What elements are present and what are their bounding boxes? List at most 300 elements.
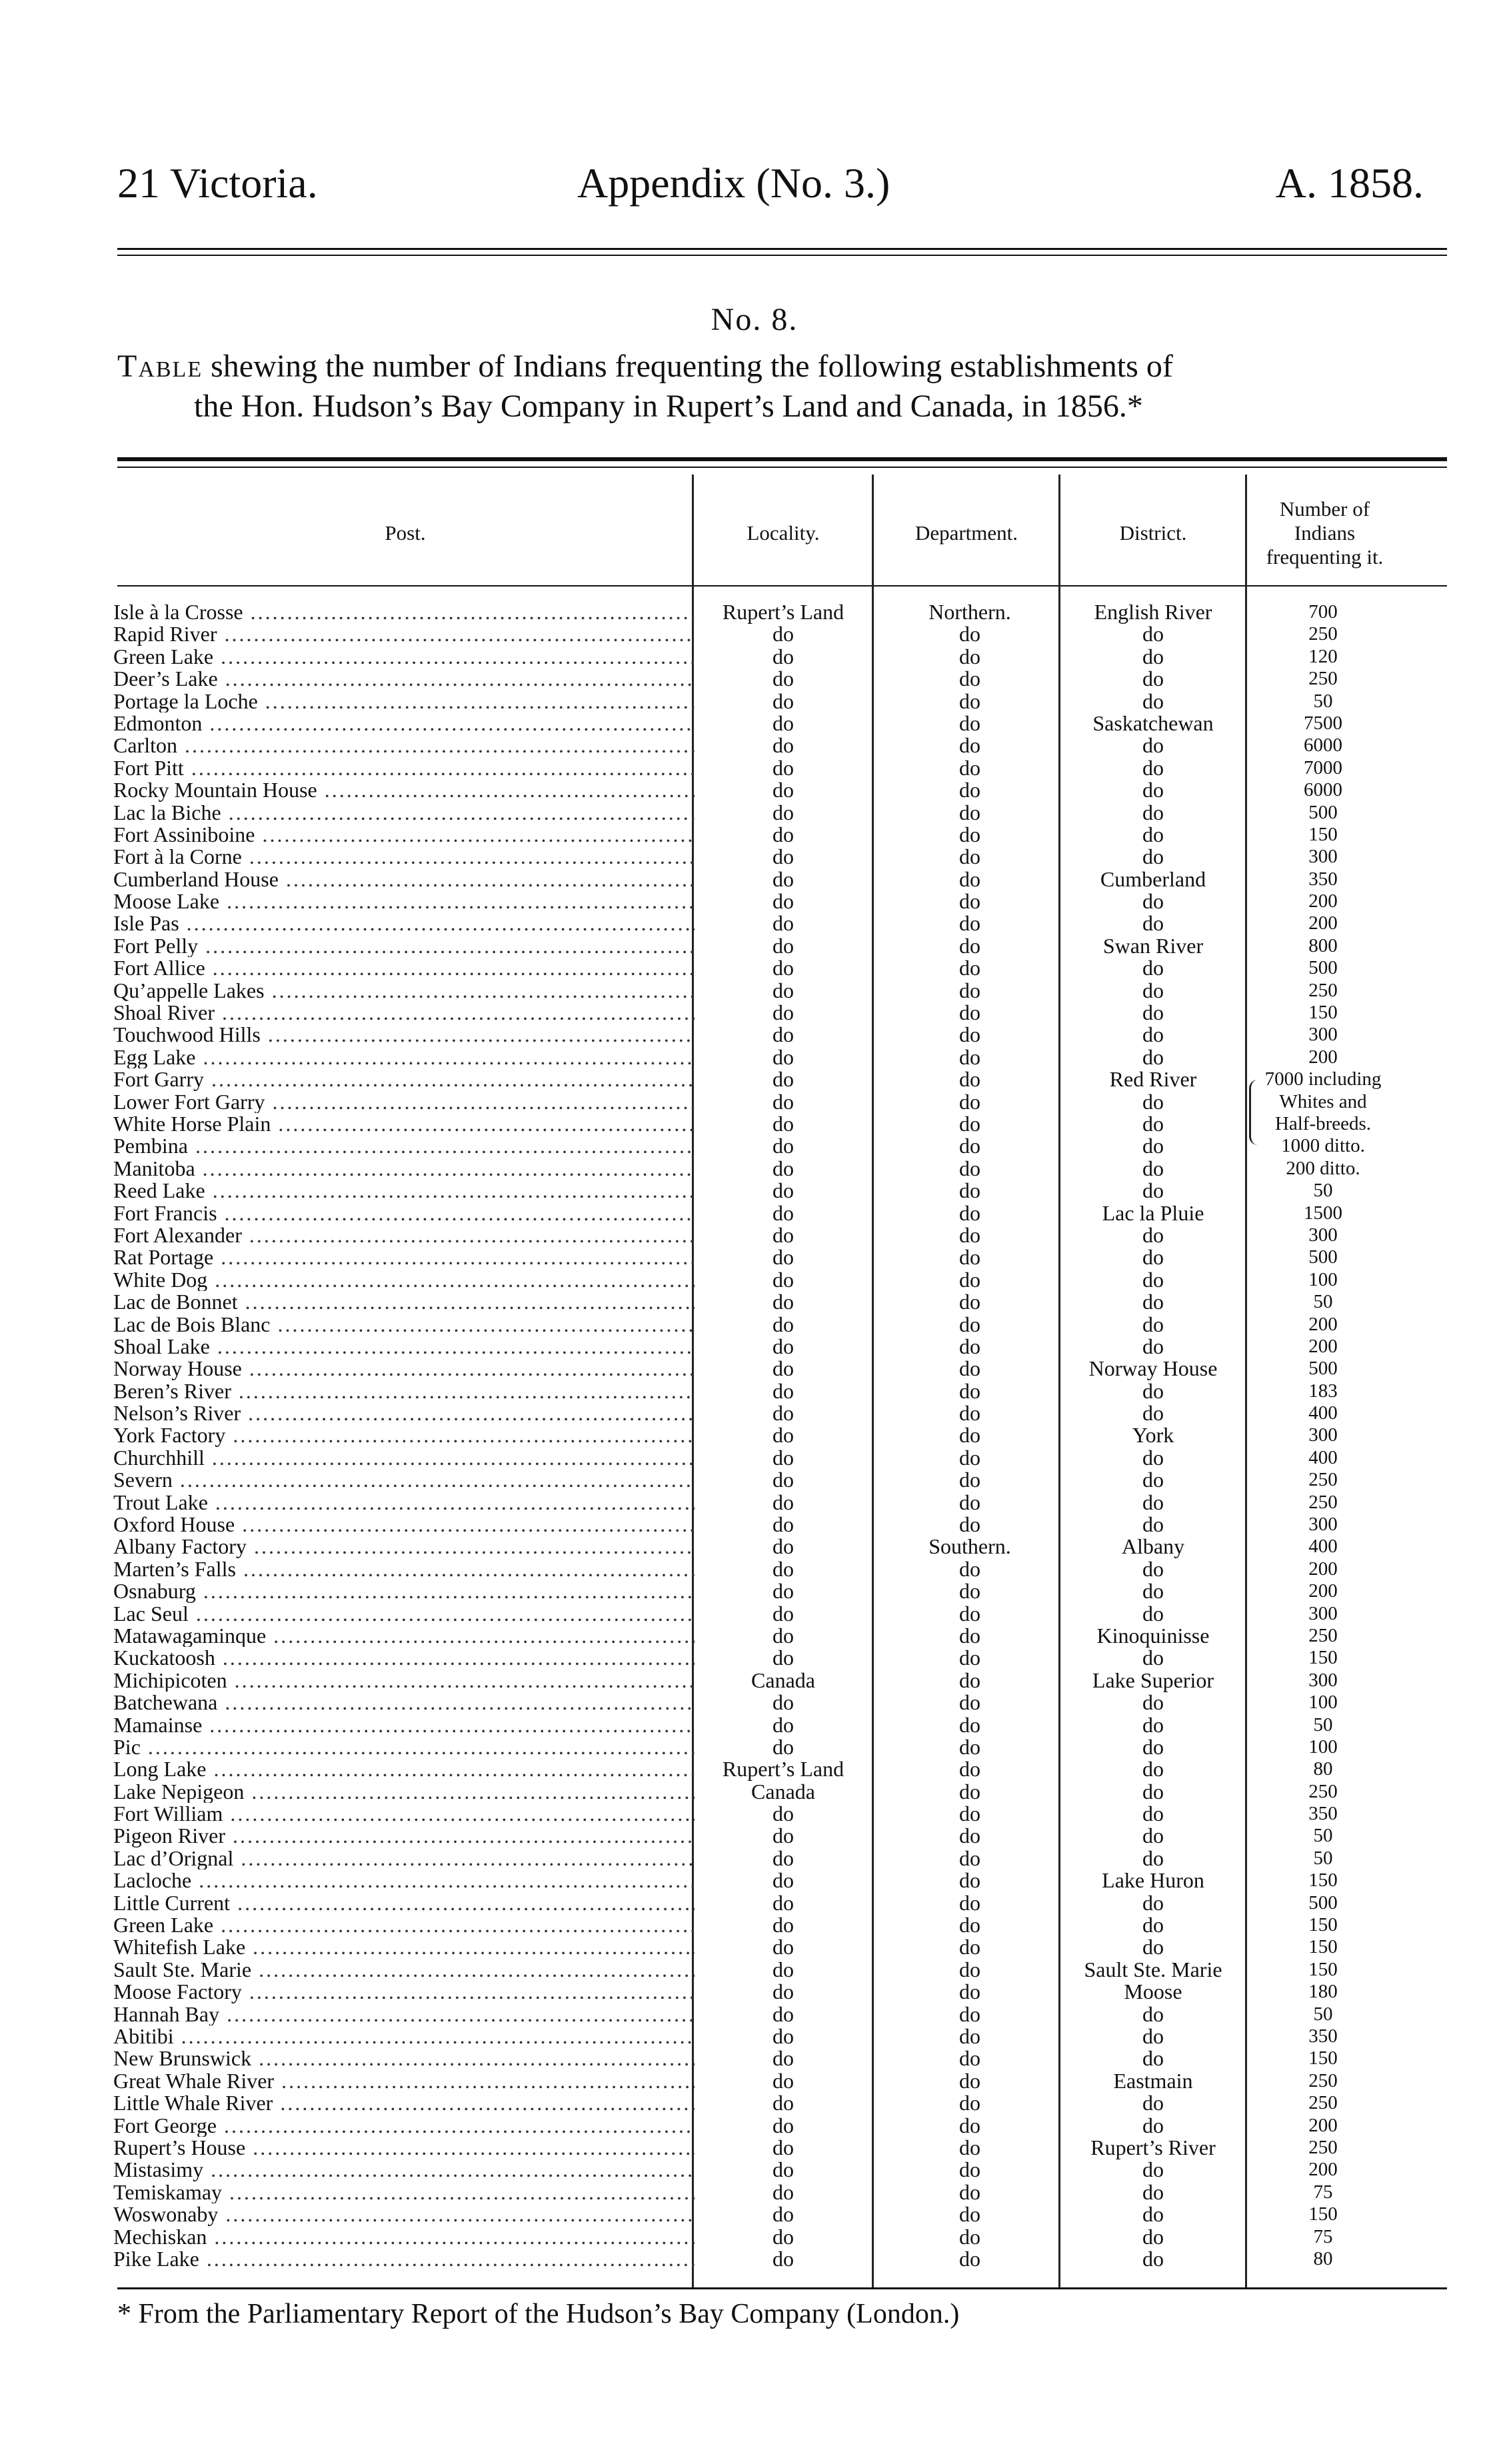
cell-locality: do <box>772 1468 794 1492</box>
caption-label: Table <box>117 349 203 384</box>
table-row <box>0 1291 1509 1313</box>
cell-department: do <box>959 1468 980 1492</box>
cell-number: 250 <box>1308 979 1338 1001</box>
cell-number: 100 <box>1308 1268 1338 1290</box>
cell-department: do <box>959 1044 980 1069</box>
header-bottom-rule <box>117 585 1447 587</box>
cell-district: Swan River <box>1102 933 1204 958</box>
cell-department: do <box>959 666 980 691</box>
cell-department: do <box>959 1890 980 1915</box>
cell-department: do <box>959 1178 980 1203</box>
cell-post: Fort William ..... <box>113 1803 695 1825</box>
table-row <box>0 668 1509 690</box>
cell-department: do <box>959 1156 980 1180</box>
cell-department: do <box>959 1757 980 1782</box>
cell-post: Carlton ..... <box>113 734 695 756</box>
table-row <box>0 1002 1509 1024</box>
table-row <box>0 1135 1509 1157</box>
cell-district: Lac la Pluie <box>1102 1200 1204 1225</box>
cell-department: do <box>959 1401 980 1426</box>
cell-department: do <box>959 2046 980 2071</box>
cell-number: 200 <box>1308 912 1338 934</box>
cell-post: Lacloche ..... <box>113 1869 695 1891</box>
cell-post: Michipicoten ..... <box>113 1670 695 1692</box>
header-rule-thin <box>117 255 1447 256</box>
cell-department: do <box>959 800 980 824</box>
cell-locality: do <box>772 1734 794 1759</box>
cell-locality: do <box>772 956 794 980</box>
table-row <box>0 1914 1509 1936</box>
cell-number: 80 <box>1313 1758 1333 1780</box>
cell-department: do <box>959 2135 980 2159</box>
cell-post: Beren’s River ..... <box>113 1380 695 1402</box>
table-row <box>0 712 1509 734</box>
cell-district: do <box>1142 1913 1164 1937</box>
cell-district: do <box>1142 1935 1164 1959</box>
cell-department: do <box>959 622 980 646</box>
cell-number: 1500 <box>1304 1202 1342 1224</box>
cell-district: do <box>1142 2046 1164 2071</box>
cell-district: do <box>1142 1445 1164 1470</box>
cell-locality: do <box>772 1445 794 1470</box>
cell-district: do <box>1142 1245 1164 1270</box>
cell-locality: do <box>772 1490 794 1514</box>
table-row <box>0 1848 1509 1869</box>
cell-department: do <box>959 2091 980 2115</box>
cell-post: Shoal River ..... <box>113 1002 695 1024</box>
cell-number: 150 <box>1308 1914 1338 1936</box>
table-row <box>0 1781 1509 1803</box>
cell-locality: do <box>772 1378 794 1403</box>
cell-number: 250 <box>1308 2136 1338 2158</box>
cell-post: Shoal Lake ..... <box>113 1336 695 1358</box>
cell-department: do <box>959 1245 980 1270</box>
cell-department: do <box>959 1957 980 1981</box>
cell-district: do <box>1142 1134 1164 1158</box>
cell-post: Rat Portage ..... <box>113 1246 695 1268</box>
cell-post: Egg Lake ..... <box>113 1046 695 1068</box>
cell-post: Matawagaminque ..... <box>113 1625 695 1647</box>
table-caption <box>117 347 1447 427</box>
table-row <box>0 757 1509 779</box>
cell-number: 200 <box>1308 1558 1338 1580</box>
cell-number: 150 <box>1308 2047 1338 2069</box>
cell-number: 150 <box>1308 1869 1338 1891</box>
table-row <box>0 890 1509 912</box>
cell-locality: do <box>772 710 794 735</box>
cell-locality: do <box>772 1646 794 1670</box>
cell-locality: do <box>772 978 794 1002</box>
cell-locality: do <box>772 1401 794 1426</box>
cell-department: do <box>959 1200 980 1225</box>
cell-post: Severn ..... <box>113 1469 695 1491</box>
cell-district: Norway House <box>1088 1356 1218 1381</box>
cell-number: 180 <box>1308 1981 1338 2003</box>
cell-department: do <box>959 1134 980 1158</box>
cell-post: Great Whale River ..... <box>113 2070 695 2092</box>
table-row <box>0 1269 1509 1291</box>
cell-post: Edmonton ..... <box>113 712 695 734</box>
cell-district: do <box>1142 1690 1164 1715</box>
cell-district: do <box>1142 1802 1164 1826</box>
cell-department: do <box>959 1312 980 1336</box>
table-row <box>0 2248 1509 2270</box>
cell-locality: do <box>772 2224 794 2249</box>
cell-locality: do <box>772 844 794 869</box>
cell-number: 100 <box>1308 1736 1338 1758</box>
table-row <box>0 2137 1509 2159</box>
cell-locality: do <box>772 822 794 846</box>
table-row <box>0 601 1509 623</box>
table-row <box>0 1536 1509 1558</box>
cell-department: do <box>959 2157 980 2182</box>
cell-number: 100 <box>1308 1692 1338 1714</box>
cell-number: 400 <box>1308 1536 1338 1558</box>
table-row <box>0 1959 1509 1981</box>
cell-district: do <box>1142 2113 1164 2137</box>
cell-department: do <box>959 1846 980 1870</box>
grouping-brace <box>1249 1080 1258 1145</box>
cell-district: Lake Superior <box>1092 1668 1214 1692</box>
table-row <box>0 1314 1509 1336</box>
column-header-district: District. <box>1119 521 1187 545</box>
cell-number: 150 <box>1308 823 1338 845</box>
table-row <box>0 1180 1509 1202</box>
table-row <box>0 1402 1509 1424</box>
cell-locality: do <box>772 2202 794 2227</box>
cell-district: do <box>1142 778 1164 802</box>
running-header <box>117 157 1444 210</box>
cell-district: do <box>1142 1601 1164 1626</box>
cell-locality: do <box>772 1846 794 1870</box>
cell-department: do <box>959 956 980 980</box>
cell-locality: Canada <box>751 1668 815 1692</box>
cell-post: Green Lake ..... <box>113 1914 695 1936</box>
cell-locality: Canada <box>751 1779 815 1804</box>
cell-post: Manitoba ..... <box>113 1158 695 1180</box>
cell-post: Mamainse ..... <box>113 1714 695 1736</box>
cell-locality: do <box>772 755 794 780</box>
cell-number: 50 <box>1313 1180 1333 1202</box>
table-row <box>0 1246 1509 1268</box>
table-row <box>0 2092 1509 2114</box>
cell-post: Rupert’s House ..... <box>113 2137 695 2159</box>
cell-district: do <box>1142 1512 1164 1537</box>
cell-district: do <box>1142 1846 1164 1870</box>
cell-post: Mechiskan ..... <box>113 2226 695 2248</box>
table-row <box>0 690 1509 712</box>
cell-post: Pike Lake ..... <box>113 2248 695 2270</box>
table-row <box>0 2181 1509 2203</box>
table-row <box>0 1625 1509 1647</box>
cell-post: Rocky Mountain House ..... <box>113 779 695 801</box>
header-session: 21 Victoria. <box>117 159 318 207</box>
cell-department: do <box>959 2179 980 2204</box>
cell-post: Marten’s Falls ..... <box>113 1558 695 1580</box>
cell-number: 6000 <box>1304 779 1342 801</box>
table-row <box>0 2115 1509 2137</box>
cell-locality: do <box>772 1623 794 1648</box>
cell-post: Little Whale River ..... <box>113 2092 695 2114</box>
cell-post: Pembina ..... <box>113 1135 695 1157</box>
cell-post: Lac Seul ..... <box>113 1603 695 1625</box>
cell-locality: do <box>772 2068 794 2093</box>
cell-post: White Dog ..... <box>113 1269 695 1291</box>
cell-locality: do <box>772 1134 794 1158</box>
table-row <box>0 846 1509 868</box>
table-row <box>0 1892 1509 1914</box>
table-row <box>0 1803 1509 1825</box>
cell-department: do <box>959 733 980 758</box>
cell-number: 250 <box>1308 2092 1338 2114</box>
cell-department: do <box>959 1267 980 1292</box>
table-row <box>0 1380 1509 1402</box>
cell-district: do <box>1142 2246 1164 2271</box>
cell-district: do <box>1142 889 1164 914</box>
cell-number: 75 <box>1313 2225 1333 2247</box>
cell-post: Whitefish Lake ..... <box>113 1936 695 1958</box>
cell-department: do <box>959 1868 980 1893</box>
column-header-locality: Locality. <box>747 521 820 545</box>
table-row <box>0 1202 1509 1224</box>
cell-number: 6000 <box>1304 734 1342 756</box>
cell-district: do <box>1142 1178 1164 1203</box>
cell-department: do <box>959 2113 980 2137</box>
cell-number: 150 <box>1308 2203 1338 2225</box>
cell-number: 200 <box>1308 1580 1338 1602</box>
table-row <box>0 1736 1509 1758</box>
cell-department: do <box>959 2001 980 2026</box>
cell-post: Lac la Biche ..... <box>113 802 695 824</box>
cell-post: Moose Lake ..... <box>113 890 695 912</box>
cell-district: Saskatchewan <box>1092 710 1214 735</box>
cell-locality: do <box>772 1356 794 1381</box>
cell-department: do <box>959 2224 980 2249</box>
cell-number: 700 <box>1308 601 1338 622</box>
cell-locality: do <box>772 1868 794 1893</box>
cell-number: 75 <box>1313 2181 1333 2203</box>
column-header-department: Department. <box>914 521 1018 545</box>
cell-district: do <box>1142 1779 1164 1804</box>
cell-number: 350 <box>1308 868 1338 890</box>
table-row <box>0 1981 1509 2003</box>
cell-post: Oxford House ..... <box>113 1514 695 1536</box>
cell-post: White Horse Plain ..... <box>113 1113 695 1135</box>
table-row <box>0 868 1509 890</box>
cell-locality: do <box>772 2046 794 2071</box>
cell-number: 200 <box>1308 890 1338 912</box>
cell-locality: do <box>772 1802 794 1826</box>
cell-department: do <box>959 1512 980 1537</box>
table-row <box>0 824 1509 846</box>
table-row <box>0 1647 1509 1669</box>
cell-district: do <box>1142 1089 1164 1114</box>
cell-locality: do <box>772 1089 794 1114</box>
cell-post: Lac de Bonnet ..... <box>113 1291 695 1313</box>
cell-number: 400 <box>1308 1402 1338 1424</box>
cell-post: Little Current ..... <box>113 1892 695 1914</box>
cell-district: Lake Huron <box>1102 1868 1204 1893</box>
cell-number: 50 <box>1313 1847 1333 1869</box>
cell-department: do <box>959 1290 980 1314</box>
cell-locality: do <box>772 1601 794 1626</box>
cell-locality: do <box>772 1222 794 1247</box>
table-row <box>0 1447 1509 1469</box>
table-bottom-rule <box>117 2287 1447 2289</box>
cell-post: Woswonaby ..... <box>113 2203 695 2225</box>
cell-locality: do <box>772 1423 794 1448</box>
cell-number: 50 <box>1313 2003 1333 2025</box>
cell-department: do <box>959 1913 980 1937</box>
cell-post: Churchhill ..... <box>113 1447 695 1469</box>
cell-locality: do <box>772 866 794 891</box>
table-row <box>0 2047 1509 2069</box>
cell-locality: do <box>772 1534 794 1559</box>
cell-district: do <box>1142 1222 1164 1247</box>
table-row <box>0 1758 1509 1780</box>
cell-district: do <box>1142 2224 1164 2249</box>
cell-district: do <box>1142 1490 1164 1514</box>
cell-number: 80 <box>1313 2247 1333 2269</box>
cell-locality: do <box>772 1200 794 1225</box>
cell-number: 50 <box>1313 690 1333 712</box>
cell-district: do <box>1142 2024 1164 2048</box>
cell-district: do <box>1142 1556 1164 1581</box>
cell-district: do <box>1142 1712 1164 1737</box>
column-header-number: Number of Indians frequenting it. <box>1266 497 1384 569</box>
cell-locality: do <box>772 1178 794 1203</box>
cell-locality: do <box>772 2135 794 2159</box>
cell-number: 7000 <box>1304 756 1342 778</box>
header-rule-thick <box>117 248 1447 250</box>
cell-department: do <box>959 1490 980 1514</box>
cell-district: do <box>1142 956 1164 980</box>
caption-text-line-2: the Hon. Hudson’s Bay Company in Rupert’s Land and Canada, in 1856.* <box>194 389 1143 424</box>
cell-locality: do <box>772 1824 794 1848</box>
table-row <box>0 1714 1509 1736</box>
cell-department: do <box>959 1690 980 1715</box>
cell-post: Fort Assiniboine ..... <box>113 824 695 846</box>
cell-locality: do <box>772 2157 794 2182</box>
cell-number: 300 <box>1308 1024 1338 1046</box>
cell-locality: do <box>772 1979 794 2004</box>
cell-district: Rupert’s River <box>1090 2135 1216 2159</box>
cell-locality: do <box>772 733 794 758</box>
cell-number: 120 <box>1308 645 1338 667</box>
cell-number: 200 <box>1308 1313 1338 1335</box>
cell-number: 1000 ditto. <box>1281 1135 1365 1157</box>
cell-department: do <box>959 1668 980 1692</box>
cell-number: 250 <box>1308 1780 1338 1802</box>
cell-post: Hannah Bay ..... <box>113 2003 695 2025</box>
cell-department: do <box>959 1067 980 1092</box>
cell-locality: do <box>772 1022 794 1047</box>
cell-district: do <box>1142 1579 1164 1604</box>
cell-district: do <box>1142 2157 1164 2182</box>
table-row <box>0 1869 1509 1891</box>
cell-district: do <box>1142 1646 1164 1670</box>
table-row <box>0 2159 1509 2181</box>
cell-locality: do <box>772 1267 794 1292</box>
cell-department: do <box>959 1356 980 1381</box>
table-row <box>0 2226 1509 2248</box>
cell-number: 350 <box>1308 2025 1338 2047</box>
cell-department: do <box>959 1000 980 1025</box>
cell-department: do <box>959 1089 980 1114</box>
cell-department: do <box>959 1579 980 1604</box>
cell-district: do <box>1142 1044 1164 1069</box>
cell-post: Pic ..... <box>113 1736 695 1758</box>
cell-district: Eastmain <box>1113 2068 1193 2093</box>
cell-post: Nelson’s River ..... <box>113 1402 695 1424</box>
cell-district: do <box>1142 800 1164 824</box>
cell-department: do <box>959 1734 980 1759</box>
cell-department: do <box>959 1334 980 1358</box>
cell-number: 500 <box>1308 801 1338 823</box>
cell-post: Reed Lake ..... <box>113 1180 695 1202</box>
cell-number: 250 <box>1308 1624 1338 1646</box>
cell-department: do <box>959 911 980 936</box>
cell-department: do <box>959 778 980 802</box>
cell-number: 250 <box>1308 668 1338 690</box>
cell-locality: do <box>772 1312 794 1336</box>
cell-department: do <box>959 1222 980 1247</box>
cell-number: 500 <box>1308 1358 1338 1380</box>
cell-department: do <box>959 1824 980 1848</box>
cell-department: do <box>959 2202 980 2227</box>
cell-district: do <box>1142 911 1164 936</box>
cell-locality: do <box>772 1556 794 1581</box>
cell-locality: do <box>772 800 794 824</box>
cell-post: Albany Factory ..... <box>113 1536 695 1558</box>
cell-department: do <box>959 1802 980 1826</box>
cell-number: 250 <box>1308 2069 1338 2091</box>
cell-number: 150 <box>1308 1647 1338 1669</box>
cell-department: do <box>959 1423 980 1448</box>
table-row <box>0 1469 1509 1491</box>
table-row <box>0 2070 1509 2092</box>
cell-number: 500 <box>1308 1891 1338 1913</box>
cell-number: 400 <box>1308 1446 1338 1468</box>
cell-locality: do <box>772 1935 794 1959</box>
cell-district: do <box>1142 1312 1164 1336</box>
cell-district: Cumberland <box>1100 866 1206 891</box>
cell-district: do <box>1142 822 1164 846</box>
cell-number: 7000 including <box>1264 1068 1382 1090</box>
cell-department: do <box>959 2246 980 2271</box>
cell-district: do <box>1142 1111 1164 1136</box>
table-row <box>0 1091 1509 1113</box>
cell-post: Fort Alexander ..... <box>113 1224 695 1246</box>
cell-post: Green Lake ..... <box>113 646 695 668</box>
caption-text: shewing the number of Indians frequenting the following establishments of <box>211 349 1173 384</box>
cell-number: 300 <box>1308 1669 1338 1691</box>
cell-district: Kinoquinisse <box>1096 1623 1210 1648</box>
cell-department: Northern. <box>928 600 1011 624</box>
cell-department: do <box>959 1445 980 1470</box>
cell-district: do <box>1142 1156 1164 1180</box>
cell-post: Deer’s Lake ..... <box>113 668 695 690</box>
table-row <box>0 1424 1509 1446</box>
cell-district: do <box>1142 1378 1164 1403</box>
cell-number: 200 <box>1308 1046 1338 1068</box>
cell-district: do <box>1142 622 1164 646</box>
cell-department: do <box>959 688 980 713</box>
table-row <box>0 1580 1509 1602</box>
cell-number: 183 <box>1308 1380 1338 1402</box>
cell-post: Fort Pelly ..... <box>113 935 695 957</box>
cell-locality: do <box>772 1156 794 1180</box>
